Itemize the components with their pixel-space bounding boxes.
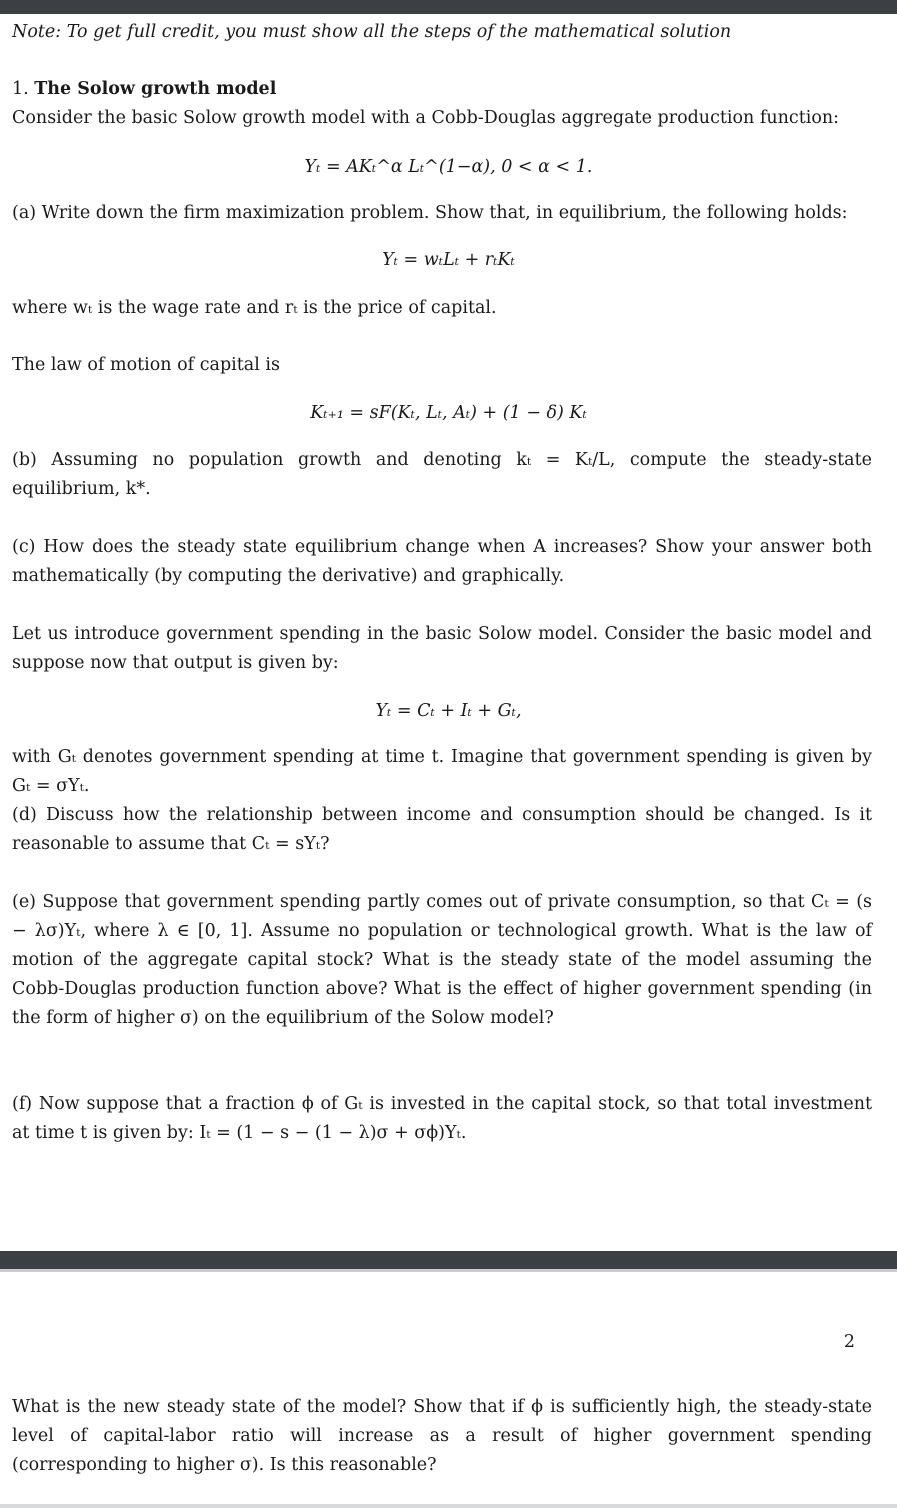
- section-heading: [12, 75, 872, 104]
- question-a-definitions: where wₜ is the wage rate and rₜ is the price of capital.: [12, 298, 497, 318]
- page-break-bar: [0, 1251, 897, 1269]
- question-b: (b) Assuming no population growth and denoting kₜ = Kₜ/L, compute the steady-state equilibrium, k*.: [12, 450, 872, 499]
- page-bottom-edge: [0, 1504, 897, 1508]
- law-of-motion-equation: Kₜ₊₁ = sF(Kₜ, Lₜ, Aₜ) + (1 − δ) Kₜ: [310, 403, 587, 423]
- income-identity-equation: Yₜ = wₜLₜ + rₜKₜ: [382, 250, 515, 270]
- page-number: 2: [843, 1332, 855, 1352]
- page-top-bar: [0, 0, 897, 14]
- question-f-continued: What is the new steady state of the model? Show that if ϕ is sufficiently high, the steady-state level of capital-labor ratio will increase as a result of higher government spending (corresponding to higher σ). Is this reasonable?: [12, 1397, 872, 1475]
- question-e: (e) Suppose that government spending partly comes out of private consumption, so that Cₜ = (s − λσ)Yₜ, where λ ∈ [0, 1]. Assume no population or technological growth. What is the law of motion of the aggregate capital stock? What is the steady state of the model assuming the Cobb-Douglas production function above? What is the effect of higher government spending (in the form of higher σ) on the equilibrium of the Solow model?: [12, 892, 872, 1028]
- law-of-motion-intro: The law of motion of capital is: [12, 355, 280, 375]
- government-spending-intro: Let us introduce government spending in the basic Solow model. Consider the basic model and suppose now that output is given by:: [12, 624, 872, 673]
- section-number: 1.: [12, 79, 29, 99]
- government-spending-definition: with Gₜ denotes government spending at time t. Imagine that government spending is given by Gₜ = σYₜ.: [12, 747, 872, 796]
- question-d: (d) Discuss how the relationship between income and consumption should be changed. Is it reasonable to assume that Cₜ = sYₜ?: [12, 805, 872, 854]
- section-title: The Solow growth model: [34, 79, 277, 99]
- page-break-shadow: [0, 1269, 897, 1272]
- question-c: (c) How does the steady state equilibrium change when A increases? Show your answer both mathematically (by computing the derivative) and graphically.: [12, 537, 872, 586]
- question-a: (a) Write down the firm maximization problem. Show that, in equilibrium, the following holds:: [12, 203, 848, 223]
- output-identity-equation: Yₜ = Cₜ + Iₜ + Gₜ,: [375, 701, 522, 721]
- section-intro: Consider the basic Solow growth model with a Cobb-Douglas aggregate production function:: [12, 108, 840, 128]
- question-f: (f) Now suppose that a fraction ϕ of Gₜ is invested in the capital stock, so that total investment at time t is given by: Iₜ = (1 − s − (1 − λ)σ + σϕ)Yₜ.: [12, 1094, 872, 1143]
- production-function-equation: Yₜ = AKₜ^α Lₜ^(1−α), 0 < α < 1.: [304, 157, 593, 177]
- instructions-note: Note: To get full credit, you must show all the steps of the mathematical solution: [12, 22, 732, 42]
